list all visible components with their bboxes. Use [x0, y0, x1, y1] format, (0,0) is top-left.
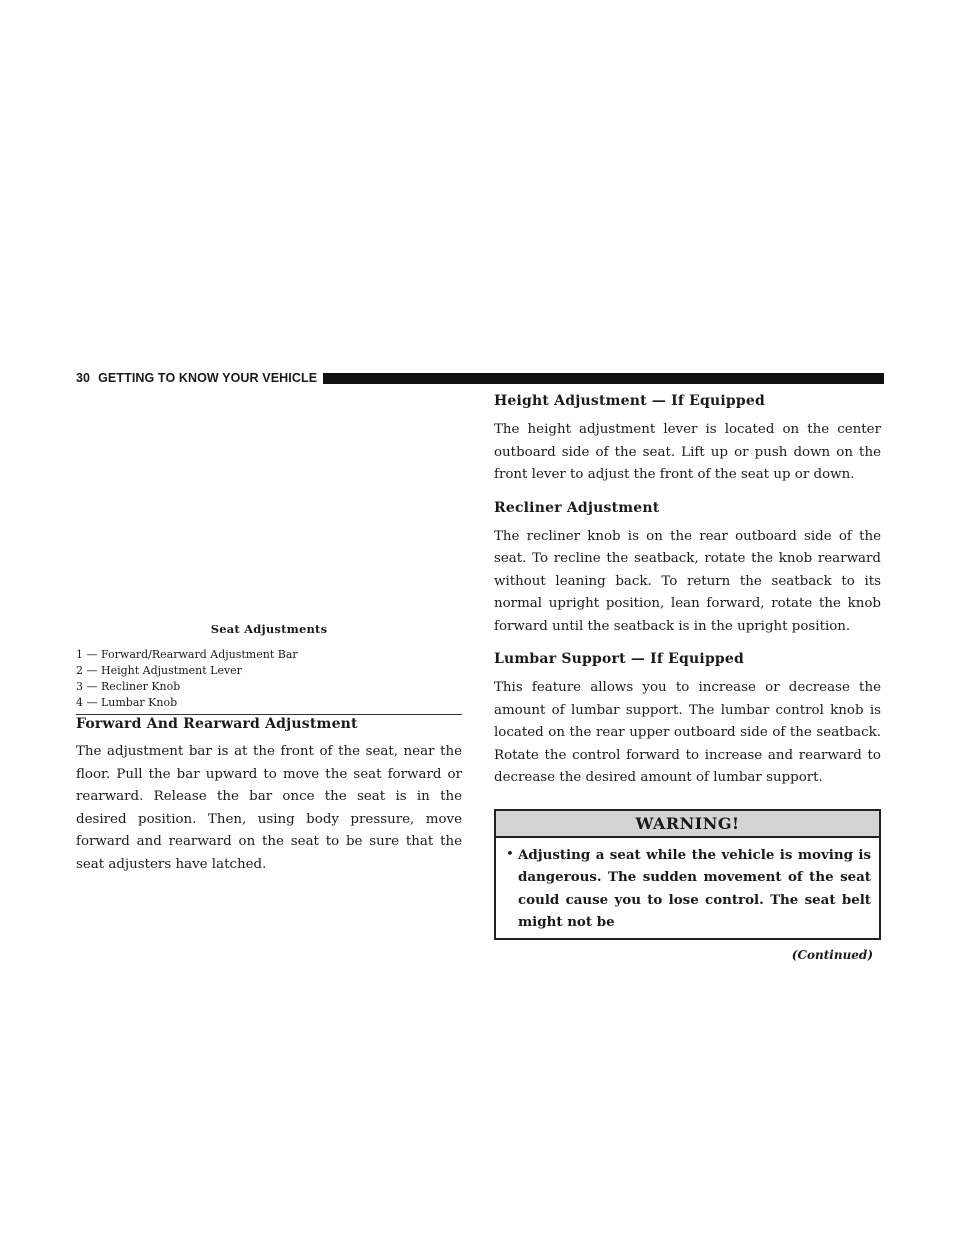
lumbar-support-heading: Lumbar Support — If Equipped: [494, 651, 745, 667]
height-adjustment-heading: Height Adjustment — If Equipped: [494, 393, 765, 409]
right-column: [494, 392, 881, 962]
forward-rearward-heading: Forward And Rearward Adjustment: [76, 716, 358, 732]
left-column: [76, 618, 462, 876]
warning-text: Adjusting a seat while the vehicle is moving is dangerous. The sudden movement of the seat could cause you to lose control. The seat belt might not be: [518, 846, 871, 930]
warning-box: [494, 809, 881, 940]
warning-body: [496, 838, 879, 938]
warning-title: WARNING!: [496, 811, 879, 838]
page-number: 30: [76, 371, 91, 385]
legend-item: 2 — Height Adjustment Lever: [76, 664, 242, 677]
chapter-title: GETTING TO KNOW YOUR VEHICLE: [98, 371, 318, 385]
recliner-adjustment-heading: Recliner Adjustment: [494, 499, 660, 516]
legend-item: 1 — Forward/Rearward Adjustment Bar: [76, 648, 298, 661]
legend-item: 3 — Recliner Knob: [76, 680, 181, 693]
figure-caption-title: Seat Adjustments: [210, 622, 328, 636]
legend-item: 4 — Lumbar Knob: [76, 696, 178, 709]
forward-rearward-paragraph: The adjustment bar is at the front of the seat, near the floor. Pull the bar upward to move the seat forward or rearward. Release the bar once the seat is in the desired position. Then, using body pressure, move forward and rearward on the seat to be sure that the seat adjusters have latched.: [76, 744, 462, 872]
bullet-icon: •: [506, 846, 514, 862]
height-adjustment-paragraph: The height adjustment lever is located on the center outboard side of the seat. Lift up or push down on the front lever to adjust the front of the seat up or down.: [494, 422, 881, 482]
recliner-adjustment-paragraph: The recliner knob is on the rear outboard side of the seat. To recline the seatback, rotate the knob rearward without leaning back. To return the seatback to its normal upright position, lean forward, rotate the knob forward until the seatback is in the upright position.: [494, 528, 881, 634]
page-header: [76, 370, 884, 386]
header-rule-bar: [323, 373, 884, 384]
figure-caption: [76, 622, 462, 715]
continued-label: (Continued): [791, 947, 873, 962]
lumbar-support-paragraph: This feature allows you to increase or decrease the amount of lumbar support. The lumbar control knob is located on the rear upper outboard side of the seatback. Rotate the control forward to increase and rearward to decrease the desired amount of lumbar support.: [494, 680, 881, 785]
